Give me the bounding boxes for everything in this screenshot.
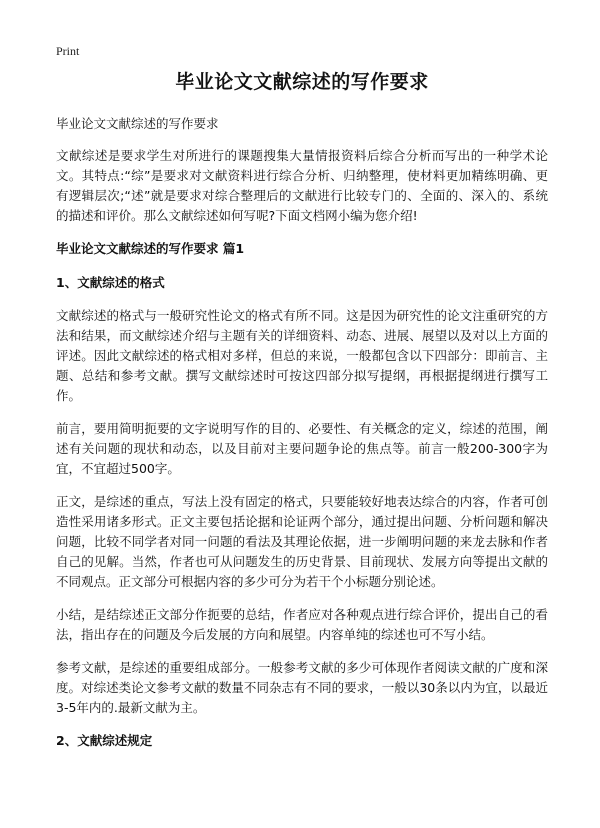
paragraph-references: 参考文献，是综述的重要组成部分。一般参考文献的多少可体现作者阅读文献的广度和深度。对综述类论文参考文献的数量不同杂志有不同的要求，一般以30条以内为宜，以最近3-5年内的.最新文献为主。	[56, 660, 548, 715]
page-title: 毕业论文文献综述的写作要求	[175, 71, 429, 93]
paragraph-preface: 前言，要用简明扼要的文字说明写作的目的、必要性、有关概念的定义，综述的范围，阐述有关问题的现状和动态，以及目前对主要问题争论的焦点等。前言一般200-300字为宜，不宜超过500字。	[56, 421, 548, 476]
paragraph-summary: 小结，是结综述正文部分作扼要的总结，作者应对各种观点进行综合评价，提出自己的看法，指出存在的问题及今后发展的方向和展望。内容单纯的综述也可不写小结。	[56, 607, 548, 642]
print-label: Print	[56, 44, 80, 58]
subheading-rules: 2、文献综述规定	[56, 733, 153, 748]
section-heading: 毕业论文文献综述的写作要求 篇1	[56, 241, 245, 256]
paragraph-format: 文献综述的格式与一般研究性论文的格式有所不同。这是因为研究性的论文注重研究的方法和结果，而文献综述介绍与主题有关的详细资料、动态、进展、展望以及对以上方面的评述。因此文献综述的格式相对多样，但总的来说，一般都包含以下四部分：即前言、主题、总结和参考文献。撰写文献综述时可按这四部分拟写提纲，再根据提纲进行撰写工作。	[56, 308, 548, 403]
subheading-format: 1、文献综述的格式	[56, 275, 165, 290]
intro-paragraph: 文献综述是要求学生对所进行的课题搜集大量情报资料后综合分析而写出的一种学术论文。其特点:“综”是要求对文献资料进行综合分析、归纳整理，使材料更加精练明确、更有逻辑层次;“述”就是要求对综合整理后的文献进行比较专门的、全面的、深入的、系统的描述和评价。那么文献综述如何写呢?下面文档网小编为您介绍!	[56, 148, 548, 223]
paragraph-body: 正文，是综述的重点，写法上没有固定的格式，只要能较好地表达综合的内容，作者可创造性采用诸多形式。正文主要包括论据和论证两个部分，通过提出问题、分析问题和解决问题，比较不同学者对同一问题的看法及其理论依据，进一步阐明问题的来龙去脉和作者自己的见解。当然，作者也可从问题发生的历史背景、目前现状、发展方向等提出文献的不同观点。正文部分可根据内容的多少可分为若干个小标题分别论述。	[56, 494, 548, 589]
subtitle: 毕业论文文献综述的写作要求	[56, 116, 219, 131]
